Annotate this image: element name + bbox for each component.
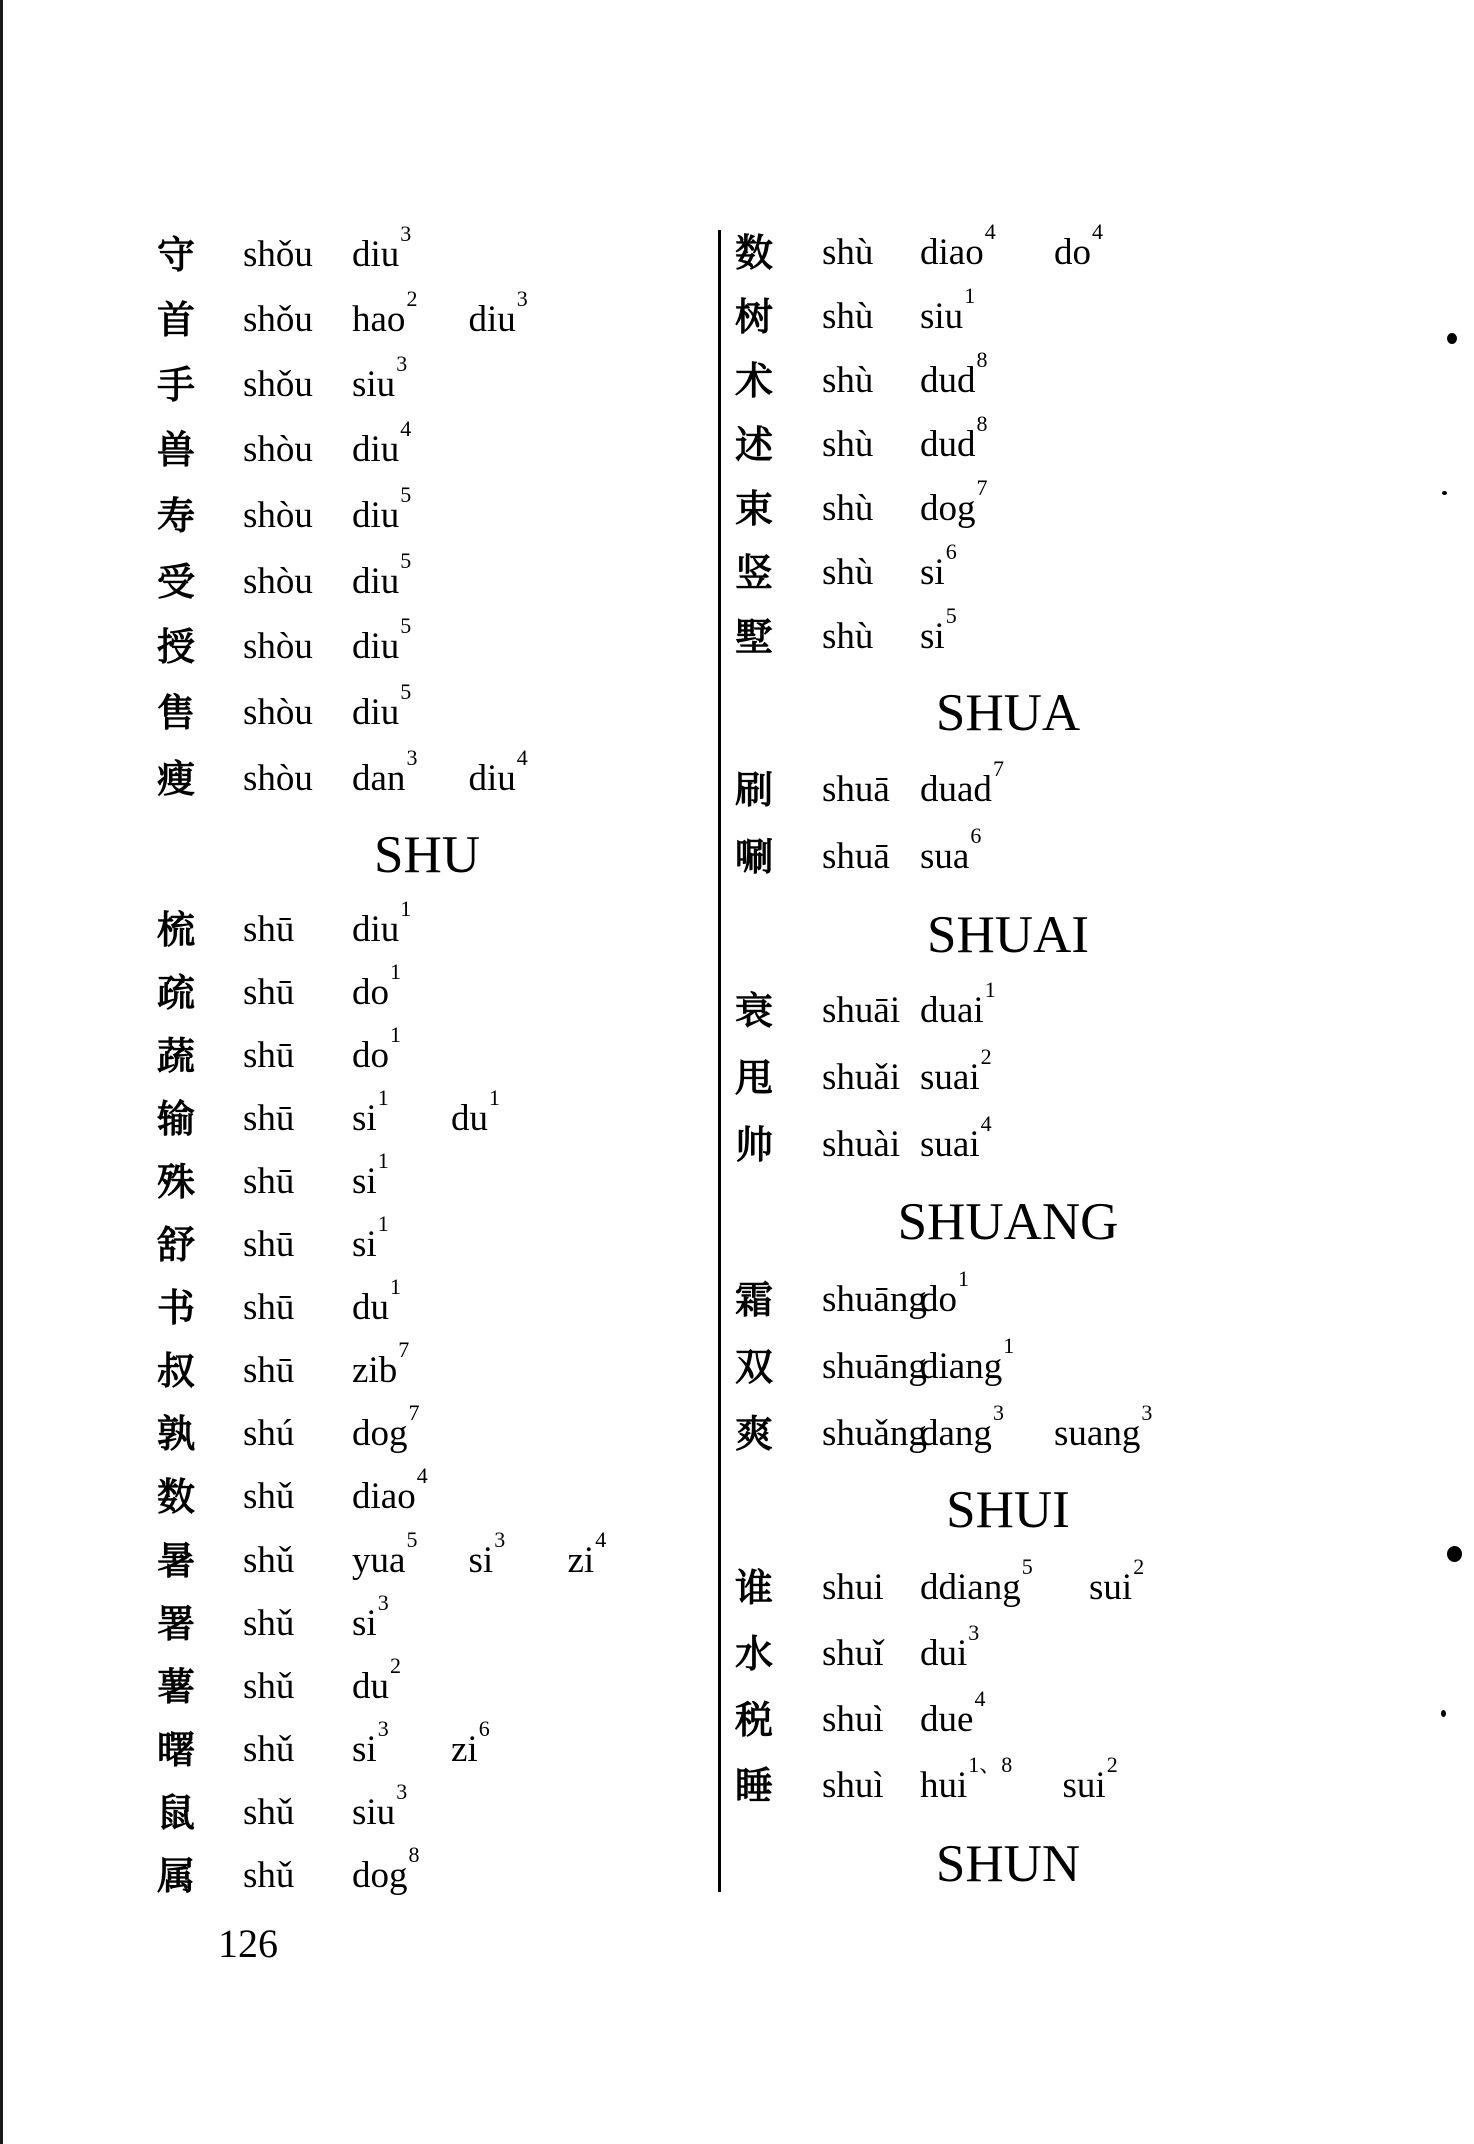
section-heading-shuang: SHUANG (897, 1193, 1119, 1251)
hanzi: 曙 (157, 1728, 196, 1772)
dialect-syllable: sua (920, 836, 970, 877)
tone-number: 1 (400, 896, 412, 921)
dialect-reading (1062, 1752, 1118, 1814)
dialect-syllable: duai (920, 990, 984, 1031)
hanzi: 书 (157, 1286, 196, 1330)
hanzi: 帅 (735, 1123, 774, 1167)
tone-number: 5 (945, 603, 957, 628)
hanzi: 数 (735, 231, 774, 275)
pinyin: shū (243, 1287, 295, 1328)
dialect-syllable: diu (352, 561, 400, 602)
dialect-reading (920, 539, 957, 601)
hanzi: 竖 (735, 551, 774, 595)
dialect-syllable: suang (1054, 1413, 1141, 1454)
dialect-syllable: do (1054, 232, 1091, 273)
dialect-syllable: zib (352, 1350, 398, 1391)
entry-row (0, 1752, 1474, 1814)
dialect-reading (920, 283, 976, 345)
dialect-reading (920, 347, 988, 409)
tone-number: 1、8 (968, 1752, 1013, 1777)
tone-number: 5 (400, 482, 412, 507)
pinyin: shù (822, 232, 874, 273)
hanzi: 兽 (157, 428, 196, 472)
tone-number: 3 (377, 1590, 389, 1615)
section-heading-shu: SHU (373, 826, 481, 884)
hanzi: 树 (735, 295, 774, 339)
entry-row (0, 603, 1474, 665)
tone-number: 6 (945, 539, 957, 564)
tone-number: 4 (1092, 219, 1103, 244)
tone-number: 1 (984, 977, 996, 1002)
tone-number: 5 (400, 679, 412, 704)
tone-number: 3 (406, 745, 418, 770)
tone-number: 1 (489, 1085, 500, 1110)
pinyin: shū (243, 1161, 295, 1202)
tone-number: 7 (976, 475, 988, 500)
tone-number: 7 (398, 1337, 410, 1362)
dialect-reading (920, 1752, 1013, 1814)
pinyin: shòu (243, 692, 313, 733)
pinyin: shuǎi (822, 1057, 901, 1098)
entry-row (0, 1211, 1474, 1273)
dialect-syllable: siu (352, 1792, 396, 1833)
hanzi: 寿 (157, 494, 196, 538)
dialect-syllable: siu (920, 296, 964, 337)
dialect-reading (920, 1400, 1004, 1462)
pinyin: shū (243, 1350, 295, 1391)
pinyin: shū (243, 1035, 295, 1076)
dialect-syllable: diao (352, 1476, 416, 1517)
tone-number: 2 (1106, 1752, 1118, 1777)
hanzi: 蔬 (157, 1034, 196, 1078)
tone-number: 4 (416, 1463, 428, 1488)
entry-row (0, 1111, 1474, 1173)
dialect-reading (920, 1620, 980, 1682)
tone-number: 4 (974, 1686, 986, 1711)
entry-row (0, 283, 1474, 345)
pinyin: shuì (822, 1765, 884, 1806)
tone-number: 1 (390, 1274, 401, 1299)
dialect-reading (920, 603, 957, 665)
dialect-syllable: du (352, 1287, 389, 1328)
dialect-syllable: dog (352, 1413, 408, 1454)
dialect-reading (920, 1686, 986, 1748)
pinyin: shui (822, 1567, 884, 1608)
pinyin: shǔ (243, 1603, 295, 1644)
dialect-syllable: zi (451, 1729, 478, 1770)
dialect-reading (920, 1333, 1015, 1395)
hanzi: 输 (157, 1097, 196, 1141)
entry-row (0, 411, 1474, 473)
pinyin: shū (243, 909, 295, 950)
hanzi: 束 (735, 487, 774, 531)
tone-number: 4 (984, 219, 996, 244)
dialect-syllable: si (352, 1729, 377, 1770)
tone-number: 4 (400, 416, 412, 441)
dialect-syllable: si (920, 552, 945, 593)
pinyin: shuǎng (822, 1413, 927, 1454)
hanzi: 守 (157, 233, 196, 277)
hanzi: 唰 (735, 835, 774, 879)
tone-number: 3 (400, 221, 412, 246)
section-heading-shui: SHUI (946, 1481, 1070, 1539)
hanzi: 受 (157, 560, 196, 604)
dialect-syllable: diu (352, 495, 400, 536)
hanzi: 霜 (735, 1278, 774, 1322)
hanzi: 述 (735, 423, 774, 467)
pinyin: shù (822, 616, 874, 657)
pinyin: shuāng (822, 1279, 927, 1320)
hanzi: 墅 (735, 615, 774, 659)
dialect-reading (920, 823, 982, 885)
entry-row (0, 1463, 1474, 1525)
dialect-syllable: diu (352, 626, 400, 667)
entry-row (0, 679, 1474, 741)
dialect-reading (920, 1111, 992, 1173)
tone-number: 2 (390, 1653, 401, 1678)
dialect-syllable: dog (920, 488, 976, 529)
dialect-syllable: hao (352, 299, 406, 340)
dialect-reading (920, 475, 988, 537)
pinyin: shū (243, 972, 295, 1013)
tone-number: 3 (494, 1527, 506, 1552)
hanzi: 鼠 (157, 1791, 196, 1835)
tone-number: 4 (595, 1527, 607, 1552)
hanzi: 暑 (157, 1539, 196, 1583)
pinyin: shǒu (243, 234, 313, 275)
entry-row (0, 347, 1474, 409)
dialect-syllable: si (920, 616, 945, 657)
dialect-syllable: diu (352, 234, 400, 275)
tone-number: 8 (976, 411, 988, 436)
dialect-syllable: suai (920, 1057, 980, 1098)
dialect-syllable: yua (352, 1540, 406, 1581)
tone-number: 1 (958, 1266, 969, 1291)
hanzi: 疏 (157, 971, 196, 1015)
dialect-syllable: du (352, 1666, 389, 1707)
pinyin: shǔ (243, 1729, 295, 1770)
dialect-syllable: du (451, 1098, 488, 1139)
tone-number: 1 (377, 1085, 389, 1110)
dialect-syllable: do (352, 972, 389, 1013)
dialect-syllable: dud (920, 360, 976, 401)
dialect-syllable: do (920, 1279, 957, 1320)
section-heading-shun: SHUN (935, 1835, 1081, 1893)
tone-number: 1 (390, 1022, 401, 1047)
entry-row (0, 219, 1474, 281)
dialect-syllable: diu (468, 758, 516, 799)
dialect-reading (920, 219, 996, 281)
dialect-syllable: dud (920, 424, 976, 465)
tone-number: 3 (1141, 1400, 1153, 1425)
tone-number: 4 (980, 1111, 992, 1136)
tone-number: 5 (406, 1527, 418, 1552)
dialect-reading (920, 756, 1004, 818)
tone-number: 8 (408, 1842, 420, 1867)
dialect-syllable: si (352, 1603, 377, 1644)
dialect-syllable: diu (468, 299, 516, 340)
page-number: 126 (218, 1921, 278, 1966)
dialect-syllable: diang (920, 1346, 1003, 1387)
pinyin: shù (822, 552, 874, 593)
tone-number: 6 (478, 1716, 490, 1741)
dialect-syllable: duad (920, 769, 992, 810)
tone-number: 2 (980, 1044, 992, 1069)
dialect-syllable: sui (1062, 1765, 1106, 1806)
tone-number: 3 (396, 351, 408, 376)
section-heading-shua: SHUA (935, 684, 1081, 742)
pinyin: shū (243, 1224, 295, 1265)
pinyin: shǔ (243, 1666, 295, 1707)
pinyin: shuāi (822, 990, 901, 1031)
hanzi: 瘦 (157, 757, 196, 801)
pinyin: shù (822, 360, 874, 401)
dialect-reading (352, 1842, 420, 1904)
dialect-syllable: do (352, 1035, 389, 1076)
hanzi: 手 (157, 363, 196, 407)
entry-row (0, 756, 1474, 818)
dialect-syllable: dog (352, 1855, 408, 1896)
hanzi: 数 (157, 1475, 196, 1519)
tone-number: 8 (976, 347, 988, 372)
dialect-syllable: dui (920, 1633, 968, 1674)
hanzi: 双 (735, 1345, 774, 1389)
pinyin: shuā (822, 836, 890, 877)
tone-number: 2 (1133, 1554, 1145, 1579)
dialect-reading (352, 1211, 389, 1273)
hanzi: 刷 (735, 768, 774, 812)
dialect-reading (1054, 1400, 1153, 1462)
dialect-syllable: diu (352, 429, 400, 470)
hanzi: 睡 (735, 1764, 774, 1808)
hanzi: 首 (157, 298, 196, 342)
tone-number: 3 (992, 1400, 1004, 1425)
tone-number: 5 (1021, 1554, 1033, 1579)
dialect-reading (920, 1266, 969, 1328)
tone-number: 1 (377, 1211, 389, 1236)
pinyin: shǔ (243, 1855, 295, 1896)
hanzi: 衰 (735, 989, 774, 1033)
pinyin: shuā (822, 769, 890, 810)
dialect-reading (920, 977, 996, 1039)
dialect-syllable: due (920, 1699, 974, 1740)
dialect-syllable: diao (920, 232, 984, 273)
dialect-reading (1089, 1554, 1145, 1616)
tone-number: 3 (968, 1620, 980, 1645)
dialect-syllable: si (352, 1224, 377, 1265)
dialect-syllable: diu (352, 909, 400, 950)
dialect-syllable: diu (352, 692, 400, 733)
entry-row (0, 475, 1474, 537)
tone-number: 1 (377, 1148, 389, 1173)
tone-number: 5 (400, 548, 412, 573)
section-heading-shuai: SHUAI (927, 906, 1089, 964)
dialect-syllable: dan (352, 758, 406, 799)
entry-row (0, 1266, 1474, 1328)
tone-number: 1 (1003, 1333, 1015, 1358)
hanzi: 叔 (157, 1349, 196, 1393)
pinyin: shū (243, 1098, 295, 1139)
pinyin: shuǐ (822, 1633, 884, 1674)
dialect-reading (920, 411, 988, 473)
dialect-syllable: ddiang (920, 1567, 1021, 1608)
dialect-reading (352, 896, 412, 958)
hanzi: 梳 (157, 908, 196, 952)
hanzi: 殊 (157, 1160, 196, 1204)
dialect-reading (352, 1463, 428, 1525)
tone-number: 7 (992, 756, 1004, 781)
dialect-syllable: si (352, 1098, 377, 1139)
dialect-reading (1054, 219, 1103, 281)
dialect-syllable: sui (1089, 1567, 1133, 1608)
dialect-syllable: hui (920, 1765, 968, 1806)
dialect-reading (920, 1044, 992, 1106)
hanzi: 属 (157, 1854, 196, 1898)
dialect-syllable: zi (567, 1540, 595, 1581)
hanzi: 署 (157, 1602, 196, 1646)
pinyin: shù (822, 296, 874, 337)
entry-row (0, 1044, 1474, 1106)
dialect-syllable: suai (920, 1124, 980, 1165)
pinyin: shuāng (822, 1346, 927, 1387)
pinyin: shǔ (243, 1792, 295, 1833)
tone-number: 5 (400, 613, 412, 638)
tone-number: 6 (970, 823, 982, 848)
pinyin: shǒu (243, 299, 313, 340)
hanzi: 售 (157, 691, 196, 735)
tone-number: 3 (396, 1779, 408, 1804)
entry-row (0, 1333, 1474, 1395)
pinyin: shú (243, 1413, 295, 1454)
pinyin: shù (822, 488, 874, 529)
pinyin: shòu (243, 626, 313, 667)
tone-number: 2 (406, 286, 418, 311)
dialect-syllable: si (468, 1540, 494, 1581)
dialect-syllable: si (352, 1161, 377, 1202)
hanzi: 术 (735, 359, 774, 403)
tone-number: 1 (390, 959, 401, 984)
tone-number: 3 (516, 286, 528, 311)
pinyin: shǔ (243, 1476, 295, 1517)
entry-row (0, 896, 1474, 958)
pinyin: shòu (243, 561, 313, 602)
hanzi: 爽 (735, 1412, 774, 1456)
dialect-reading (920, 1554, 1033, 1616)
tone-number: 7 (408, 1400, 420, 1425)
tone-number: 3 (377, 1716, 389, 1741)
hanzi: 税 (735, 1698, 774, 1742)
pinyin: shuài (822, 1124, 901, 1165)
entry-row (0, 823, 1474, 885)
pinyin: shòu (243, 495, 313, 536)
dialect-syllable: siu (352, 364, 396, 405)
pinyin: shòu (243, 758, 313, 799)
dialect-reading (352, 679, 412, 741)
hanzi: 薯 (157, 1665, 196, 1709)
pinyin: shǒu (243, 364, 313, 405)
entry-row (0, 1842, 1474, 1904)
entry-row (0, 539, 1474, 601)
pinyin: shòu (243, 429, 313, 470)
hanzi: 舒 (157, 1223, 196, 1267)
pinyin: shuì (822, 1699, 884, 1740)
pinyin: shǔ (243, 1540, 295, 1581)
entry-row (0, 977, 1474, 1039)
hanzi: 水 (735, 1632, 774, 1676)
hanzi: 谁 (735, 1566, 774, 1610)
hanzi: 孰 (157, 1412, 196, 1456)
tone-number: 4 (516, 745, 528, 770)
pinyin: shù (822, 424, 874, 465)
entry-row (0, 1400, 1474, 1462)
hanzi: 甩 (735, 1056, 774, 1100)
tone-number: 1 (964, 283, 976, 308)
dialect-syllable: dang (920, 1413, 992, 1454)
entry-row (0, 1554, 1474, 1616)
hanzi: 授 (157, 625, 196, 669)
